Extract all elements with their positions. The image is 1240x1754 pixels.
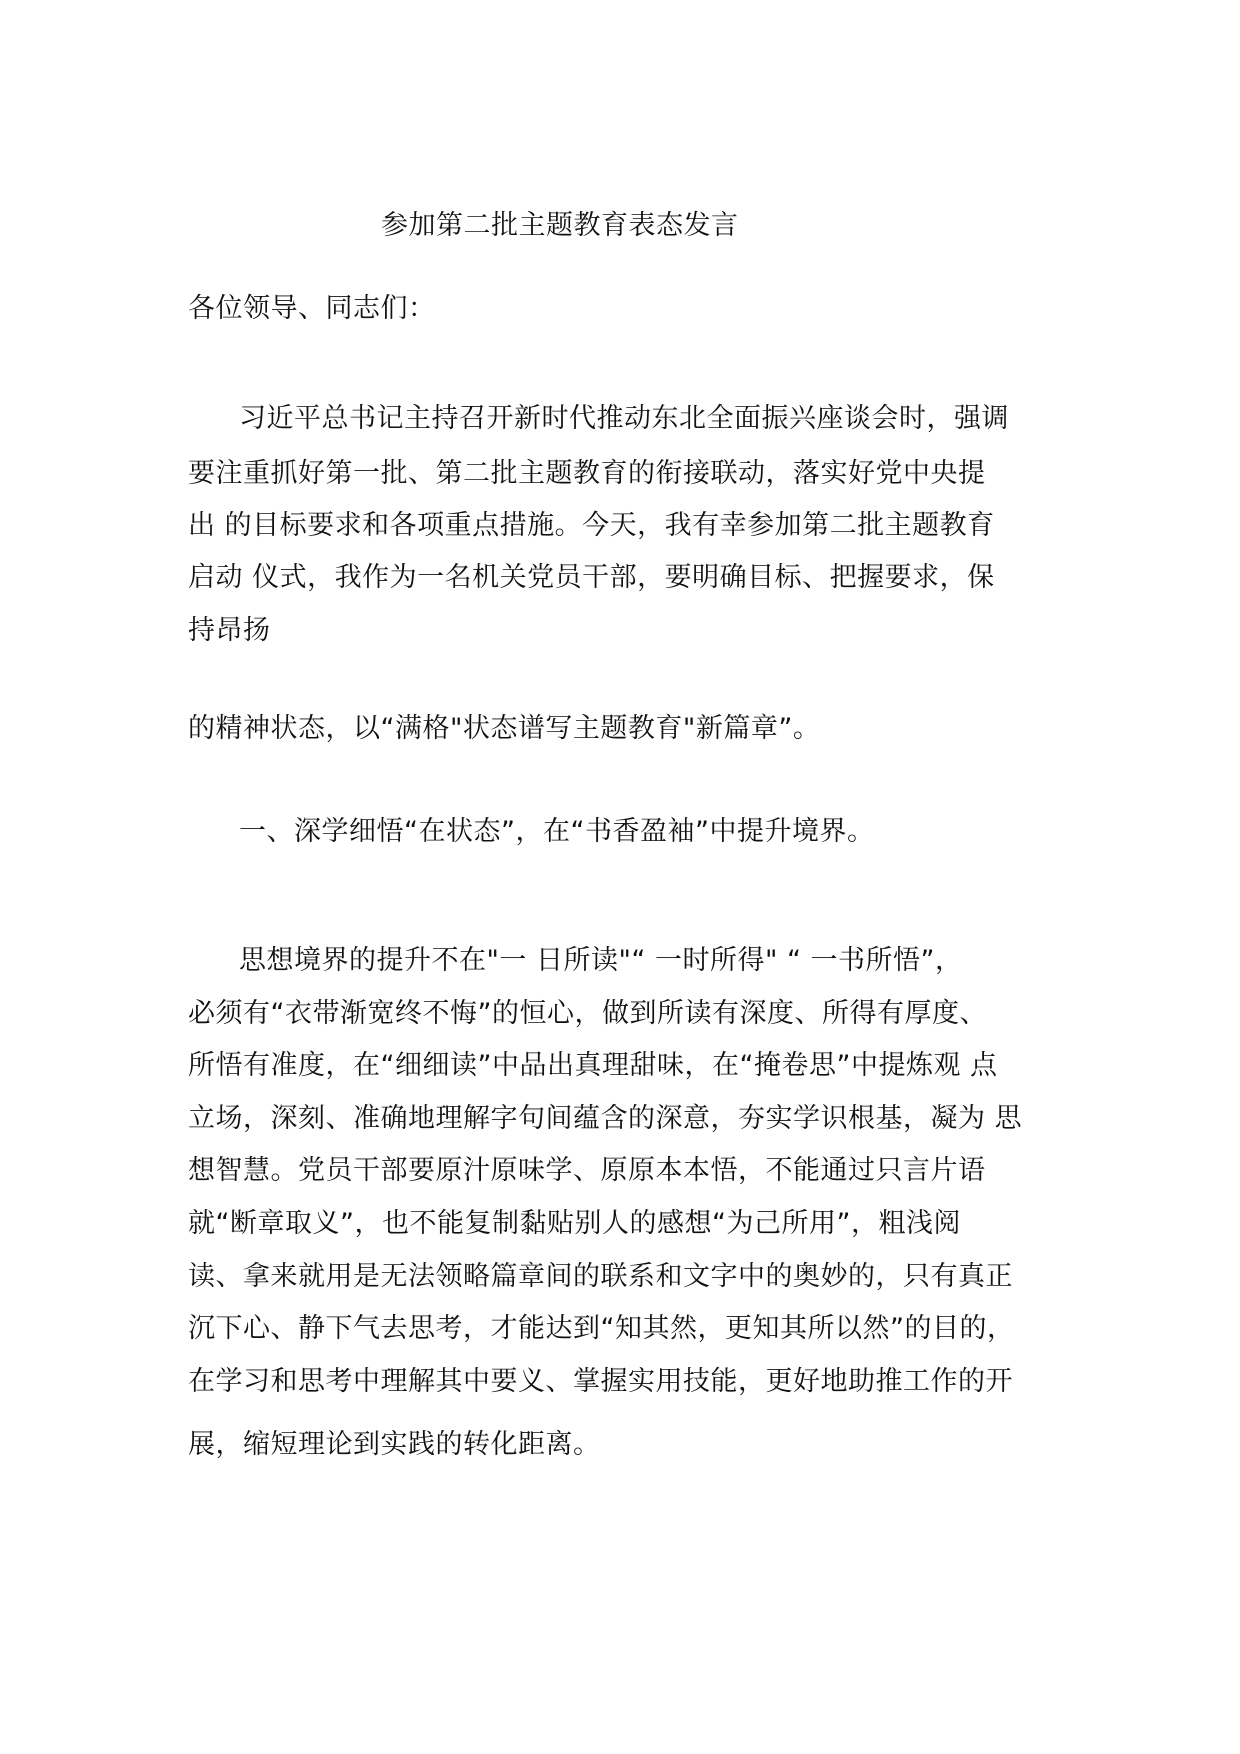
paragraph-1-line-3: 出 的目标要求和各项重点措施。今天，我有幸参加第二批主题教育 [188, 510, 995, 541]
salutation: 各位领导、同志们： [188, 293, 436, 324]
paragraph-2-line-5: 想智慧。党员干部要原汁原味学、原原本本悟，不能通过只言片语 [188, 1155, 986, 1186]
paragraph-1-line-5: 持昂扬 [188, 615, 271, 646]
paragraph-2-line-4: 立场，深刻、准确地理解字句间蕴含的深意，夯实学识根基，凝为 思 [188, 1103, 1023, 1134]
paragraph-2-line-6: 就“断章取义”，也不能复制黏贴别人的感想“为己所用”，粗浅阅 [188, 1208, 961, 1239]
paragraph-2-line-9: 在学习和思考中理解其中要义、掌握实用技能，更好地助推工作的开 [188, 1366, 1013, 1397]
paragraph-2-line-8: 沉下心、静下气去思考，才能达到“知其然，更知其所以然”的目的， [188, 1313, 1015, 1344]
document-title: 参加第二批主题教育表态发言 [381, 210, 739, 241]
paragraph-1-line-1: 习近平总书记主持召开新时代推动东北全面振兴座谈会时，强调 [239, 403, 1009, 434]
paragraph-1-line-4: 启动 仪式，我作为一名机关党员干部，要明确目标、把握要求，保 [188, 562, 995, 593]
paragraph-1-line-2: 要注重抓好第一批、第二批主题教育的衔接联动，落实好党中央提 [188, 458, 986, 489]
paragraph-2-line-3: 所悟有准度，在“细细读”中品出真理甜味，在“掩卷思”中提炼观 点 [188, 1050, 998, 1081]
section-heading-1: 一、深学细悟“在状态”，在“书香盈袖”中提升境界。 [239, 816, 875, 847]
paragraph-2-line-10: 展，缩短理论到实践的转化距离。 [188, 1429, 601, 1460]
paragraph-1-line-6: 的精神状态，以“满格"状态谱写主题教育"新篇章”。 [188, 713, 821, 744]
paragraph-2-line-7: 读、拿来就用是无法领略篇章间的联系和文字中的奥妙的，只有真正 [188, 1261, 1013, 1292]
paragraph-2-line-2: 必须有“衣带渐宽终不悔”的恒心，做到所读有深度、所得有厚度、 [188, 998, 987, 1029]
paragraph-2-line-1: 思想境界的提升不在"一 日所读"“ 一时所得" “ 一书所悟”， [239, 945, 963, 976]
